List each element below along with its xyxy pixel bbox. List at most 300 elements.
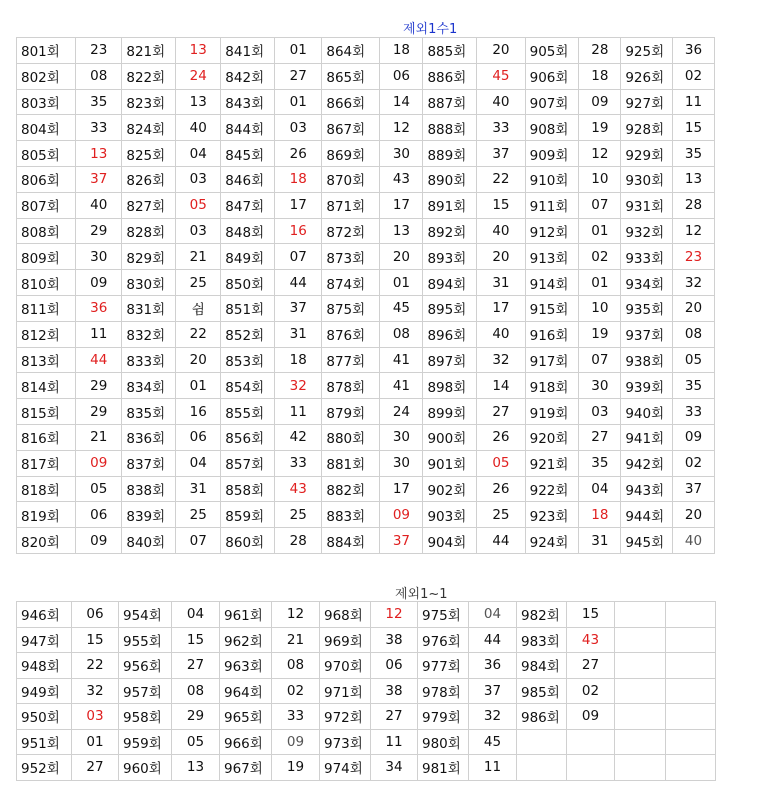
round-value: 44 — [477, 528, 525, 554]
round-label: 961회 — [220, 602, 272, 628]
round-value: 11 — [76, 321, 122, 347]
round-value — [567, 729, 615, 755]
round-label: 977회 — [418, 653, 469, 679]
round-label: 956회 — [119, 653, 172, 679]
round-value: 22 — [477, 166, 525, 192]
round-value: 20 — [672, 502, 714, 528]
round-label: 982회 — [517, 602, 567, 628]
round-label: 915회 — [525, 295, 579, 321]
round-label: 872회 — [322, 218, 380, 244]
round-value: 02 — [579, 244, 621, 270]
round-label: 870회 — [322, 166, 380, 192]
round-label: 975회 — [418, 602, 469, 628]
round-label: 816회 — [17, 424, 76, 450]
round-label: 836회 — [122, 424, 176, 450]
round-value: 24 — [380, 399, 423, 425]
round-value: 19 — [579, 321, 621, 347]
round-label: 842회 — [221, 63, 275, 89]
round-value: 17 — [380, 476, 423, 502]
round-label: 881회 — [322, 450, 380, 476]
table-row — [17, 166, 715, 192]
round-label: 919회 — [525, 399, 579, 425]
round-label: 943회 — [621, 476, 673, 502]
round-label: 928회 — [621, 115, 673, 141]
round-value: 06 — [72, 602, 119, 628]
round-value: 33 — [477, 115, 525, 141]
round-value: 11 — [469, 755, 517, 781]
table-row — [17, 38, 715, 64]
round-label: 909회 — [525, 141, 579, 167]
round-label: 899회 — [423, 399, 477, 425]
round-label: 960회 — [119, 755, 172, 781]
round-value: 15 — [172, 627, 220, 653]
round-label: 855회 — [221, 399, 275, 425]
round-label: 950회 — [17, 704, 72, 730]
round-value: 05 — [477, 450, 525, 476]
round-value: 34 — [371, 755, 418, 781]
round-value: 01 — [579, 270, 621, 296]
round-value: 22 — [72, 653, 119, 679]
round-label: 823회 — [122, 89, 176, 115]
round-value: 08 — [272, 653, 320, 679]
round-value: 15 — [72, 627, 119, 653]
round-value: 10 — [579, 295, 621, 321]
round-value: 12 — [672, 218, 714, 244]
round-label: 965회 — [220, 704, 272, 730]
round-value: 27 — [579, 424, 621, 450]
round-value: 09 — [672, 424, 714, 450]
round-label: 978회 — [418, 678, 469, 704]
round-value: 30 — [380, 450, 423, 476]
round-value: 16 — [176, 399, 221, 425]
round-value: 24 — [176, 63, 221, 89]
round-value: 32 — [72, 678, 119, 704]
round-value: 05 — [172, 729, 220, 755]
round-label — [615, 653, 666, 679]
round-value: 31 — [477, 270, 525, 296]
round-label: 914회 — [525, 270, 579, 296]
round-label: 874회 — [322, 270, 380, 296]
round-label: 848회 — [221, 218, 275, 244]
round-label: 809회 — [17, 244, 76, 270]
table-row — [17, 602, 716, 628]
round-value: 18 — [579, 63, 621, 89]
table-row — [17, 244, 715, 270]
round-value: 11 — [672, 89, 714, 115]
round-value: 43 — [567, 627, 615, 653]
round-value: 04 — [469, 602, 517, 628]
round-label: 812회 — [17, 321, 76, 347]
round-label: 803회 — [17, 89, 76, 115]
round-label: 828회 — [122, 218, 176, 244]
round-label: 859회 — [221, 502, 275, 528]
round-value — [666, 755, 716, 781]
round-label: 875회 — [322, 295, 380, 321]
table-row — [17, 424, 715, 450]
round-label: 929회 — [621, 141, 673, 167]
round-value: 11 — [275, 399, 322, 425]
round-label: 922회 — [525, 476, 579, 502]
round-value: 33 — [672, 399, 714, 425]
round-value: 09 — [76, 270, 122, 296]
round-label: 853회 — [221, 347, 275, 373]
round-label: 839회 — [122, 502, 176, 528]
round-value: 04 — [579, 476, 621, 502]
round-label: 986회 — [517, 704, 567, 730]
round-value: 26 — [477, 476, 525, 502]
round-value: 32 — [672, 270, 714, 296]
round-label: 838회 — [122, 476, 176, 502]
round-value: 21 — [176, 244, 221, 270]
round-label: 883회 — [322, 502, 380, 528]
table-row — [17, 373, 715, 399]
round-label: 980회 — [418, 729, 469, 755]
round-label: 944회 — [621, 502, 673, 528]
round-value: 03 — [275, 115, 322, 141]
round-label: 903회 — [423, 502, 477, 528]
round-value: 40 — [477, 89, 525, 115]
round-label: 900회 — [423, 424, 477, 450]
round-value: 25 — [477, 502, 525, 528]
round-label: 917회 — [525, 347, 579, 373]
table-row — [17, 755, 716, 781]
round-label: 850회 — [221, 270, 275, 296]
round-label: 959회 — [119, 729, 172, 755]
round-value: 32 — [477, 347, 525, 373]
table-row — [17, 627, 716, 653]
round-value: 27 — [477, 399, 525, 425]
round-label — [615, 729, 666, 755]
round-value: 20 — [672, 295, 714, 321]
round-label: 851회 — [221, 295, 275, 321]
round-label: 801회 — [17, 38, 76, 64]
round-value — [666, 678, 716, 704]
round-value: 32 — [275, 373, 322, 399]
round-value: 37 — [275, 295, 322, 321]
round-value: 04 — [176, 450, 221, 476]
round-label: 892회 — [423, 218, 477, 244]
table-row — [17, 347, 715, 373]
round-value: 37 — [469, 678, 517, 704]
round-value: 37 — [477, 141, 525, 167]
round-label: 865회 — [322, 63, 380, 89]
round-value: 44 — [275, 270, 322, 296]
round-value — [666, 627, 716, 653]
round-label: 818회 — [17, 476, 76, 502]
round-label: 962회 — [220, 627, 272, 653]
table-row — [17, 295, 715, 321]
round-label: 963회 — [220, 653, 272, 679]
round-label — [615, 627, 666, 653]
round-value: 17 — [477, 295, 525, 321]
round-value — [666, 704, 716, 730]
round-value: 18 — [579, 502, 621, 528]
round-value: 19 — [272, 755, 320, 781]
round-label — [615, 755, 666, 781]
round-value: 06 — [176, 424, 221, 450]
round-value: 02 — [567, 678, 615, 704]
round-value: 05 — [76, 476, 122, 502]
round-value: 쉼 — [176, 295, 221, 321]
round-value — [666, 653, 716, 679]
round-value: 14 — [477, 373, 525, 399]
table-row — [17, 192, 715, 218]
round-value: 13 — [176, 38, 221, 64]
round-label: 866회 — [322, 89, 380, 115]
round-label — [615, 704, 666, 730]
round-value: 12 — [380, 115, 423, 141]
round-value: 18 — [275, 347, 322, 373]
round-label: 804회 — [17, 115, 76, 141]
round-value: 11 — [371, 729, 418, 755]
table-row — [17, 678, 716, 704]
round-label: 813회 — [17, 347, 76, 373]
round-label: 856회 — [221, 424, 275, 450]
round-value: 06 — [76, 502, 122, 528]
round-value: 01 — [72, 729, 119, 755]
round-value: 13 — [172, 755, 220, 781]
round-label: 983회 — [517, 627, 567, 653]
round-label: 935회 — [621, 295, 673, 321]
round-value: 27 — [371, 704, 418, 730]
round-value: 08 — [672, 321, 714, 347]
round-label: 822회 — [122, 63, 176, 89]
table-row — [17, 141, 715, 167]
round-label: 825회 — [122, 141, 176, 167]
table-row — [17, 653, 716, 679]
round-label — [615, 602, 666, 628]
round-label: 841회 — [221, 38, 275, 64]
round-label: 934회 — [621, 270, 673, 296]
round-value: 29 — [76, 373, 122, 399]
round-value: 12 — [272, 602, 320, 628]
table-row — [17, 89, 715, 115]
round-label: 860회 — [221, 528, 275, 554]
round-value: 05 — [672, 347, 714, 373]
round-value: 25 — [176, 270, 221, 296]
round-value: 17 — [275, 192, 322, 218]
table-row — [17, 502, 715, 528]
round-value: 30 — [579, 373, 621, 399]
round-label: 946회 — [17, 602, 72, 628]
round-label: 819회 — [17, 502, 76, 528]
round-label: 814회 — [17, 373, 76, 399]
round-value: 15 — [567, 602, 615, 628]
round-value: 28 — [275, 528, 322, 554]
round-label: 879회 — [322, 399, 380, 425]
round-label: 902회 — [423, 476, 477, 502]
round-label: 871회 — [322, 192, 380, 218]
section1-table — [16, 37, 715, 554]
round-label: 832회 — [122, 321, 176, 347]
round-value: 40 — [76, 192, 122, 218]
round-value: 13 — [176, 89, 221, 115]
round-value: 27 — [172, 653, 220, 679]
round-value: 09 — [579, 89, 621, 115]
round-label: 846회 — [221, 166, 275, 192]
round-label: 817회 — [17, 450, 76, 476]
round-label — [615, 678, 666, 704]
round-label: 805회 — [17, 141, 76, 167]
round-label: 808회 — [17, 218, 76, 244]
round-value: 21 — [76, 424, 122, 450]
round-label: 831회 — [122, 295, 176, 321]
round-value: 25 — [176, 502, 221, 528]
round-label: 976회 — [418, 627, 469, 653]
round-label: 973회 — [320, 729, 371, 755]
round-label: 849회 — [221, 244, 275, 270]
round-label: 891회 — [423, 192, 477, 218]
round-label: 972회 — [320, 704, 371, 730]
round-label: 920회 — [525, 424, 579, 450]
round-value: 29 — [76, 399, 122, 425]
round-value: 06 — [371, 653, 418, 679]
round-label: 864회 — [322, 38, 380, 64]
round-label: 940회 — [621, 399, 673, 425]
round-value: 27 — [567, 653, 615, 679]
round-value: 45 — [477, 63, 525, 89]
round-value — [666, 602, 716, 628]
round-value: 09 — [76, 450, 122, 476]
round-value: 45 — [469, 729, 517, 755]
round-label: 938회 — [621, 347, 673, 373]
round-value: 03 — [176, 166, 221, 192]
round-value: 44 — [469, 627, 517, 653]
round-value: 01 — [275, 89, 322, 115]
round-value: 15 — [477, 192, 525, 218]
round-value: 03 — [579, 399, 621, 425]
round-label: 854회 — [221, 373, 275, 399]
round-label: 815회 — [17, 399, 76, 425]
round-value: 20 — [477, 244, 525, 270]
round-value: 26 — [477, 424, 525, 450]
round-label: 968회 — [320, 602, 371, 628]
round-value: 43 — [380, 166, 423, 192]
round-value: 30 — [76, 244, 122, 270]
round-label: 837회 — [122, 450, 176, 476]
round-value: 29 — [76, 218, 122, 244]
round-label: 904회 — [423, 528, 477, 554]
round-label: 921회 — [525, 450, 579, 476]
round-value: 33 — [272, 704, 320, 730]
round-label: 971회 — [320, 678, 371, 704]
table-row — [17, 704, 716, 730]
round-value: 23 — [76, 38, 122, 64]
round-label: 918회 — [525, 373, 579, 399]
table-row — [17, 63, 715, 89]
round-value: 23 — [672, 244, 714, 270]
round-value: 06 — [380, 63, 423, 89]
round-label: 933회 — [621, 244, 673, 270]
round-label: 884회 — [322, 528, 380, 554]
round-value: 08 — [380, 321, 423, 347]
round-value: 38 — [371, 678, 418, 704]
round-value: 05 — [176, 192, 221, 218]
round-label: 967회 — [220, 755, 272, 781]
round-value: 02 — [272, 678, 320, 704]
round-label: 951회 — [17, 729, 72, 755]
round-label: 932회 — [621, 218, 673, 244]
round-label: 858회 — [221, 476, 275, 502]
round-value: 13 — [380, 218, 423, 244]
round-label: 923회 — [525, 502, 579, 528]
round-label: 830회 — [122, 270, 176, 296]
round-value: 30 — [380, 424, 423, 450]
round-label: 907회 — [525, 89, 579, 115]
round-value: 15 — [672, 115, 714, 141]
round-label: 901회 — [423, 450, 477, 476]
round-label: 826회 — [122, 166, 176, 192]
round-value: 28 — [672, 192, 714, 218]
round-value: 09 — [76, 528, 122, 554]
round-label: 908회 — [525, 115, 579, 141]
section1-title: 제외1수1 — [403, 22, 458, 37]
round-label: 974회 — [320, 755, 371, 781]
round-value: 12 — [579, 141, 621, 167]
round-label: 806회 — [17, 166, 76, 192]
round-value: 38 — [371, 627, 418, 653]
round-value: 31 — [275, 321, 322, 347]
round-value: 19 — [579, 115, 621, 141]
round-label: 882회 — [322, 476, 380, 502]
round-label: 916회 — [525, 321, 579, 347]
round-value: 35 — [76, 89, 122, 115]
round-label: 937회 — [621, 321, 673, 347]
round-value: 45 — [380, 295, 423, 321]
round-label: 924회 — [525, 528, 579, 554]
round-value: 44 — [76, 347, 122, 373]
round-value: 31 — [176, 476, 221, 502]
round-value: 29 — [172, 704, 220, 730]
round-value: 35 — [579, 450, 621, 476]
round-label: 925회 — [621, 38, 673, 64]
round-label: 969회 — [320, 627, 371, 653]
round-value: 17 — [380, 192, 423, 218]
round-value: 36 — [76, 295, 122, 321]
round-value: 42 — [275, 424, 322, 450]
round-label: 964회 — [220, 678, 272, 704]
round-label: 949회 — [17, 678, 72, 704]
round-label: 845회 — [221, 141, 275, 167]
round-value: 07 — [579, 347, 621, 373]
round-value: 03 — [72, 704, 119, 730]
round-label: 947회 — [17, 627, 72, 653]
round-label: 847회 — [221, 192, 275, 218]
round-label: 927회 — [621, 89, 673, 115]
round-value: 02 — [672, 450, 714, 476]
round-label: 894회 — [423, 270, 477, 296]
round-label: 911회 — [525, 192, 579, 218]
round-value: 10 — [579, 166, 621, 192]
round-value: 40 — [477, 321, 525, 347]
round-label: 844회 — [221, 115, 275, 141]
round-value: 09 — [272, 729, 320, 755]
round-label — [517, 755, 567, 781]
round-label: 957회 — [119, 678, 172, 704]
round-label: 833회 — [122, 347, 176, 373]
round-value: 25 — [275, 502, 322, 528]
round-value: 35 — [672, 141, 714, 167]
round-value: 30 — [380, 141, 423, 167]
round-label: 913회 — [525, 244, 579, 270]
round-label: 880회 — [322, 424, 380, 450]
round-label: 939회 — [621, 373, 673, 399]
round-label: 824회 — [122, 115, 176, 141]
round-value: 40 — [176, 115, 221, 141]
section2-title: 제외1~1 — [395, 587, 448, 602]
round-label: 979회 — [418, 704, 469, 730]
round-value: 37 — [76, 166, 122, 192]
